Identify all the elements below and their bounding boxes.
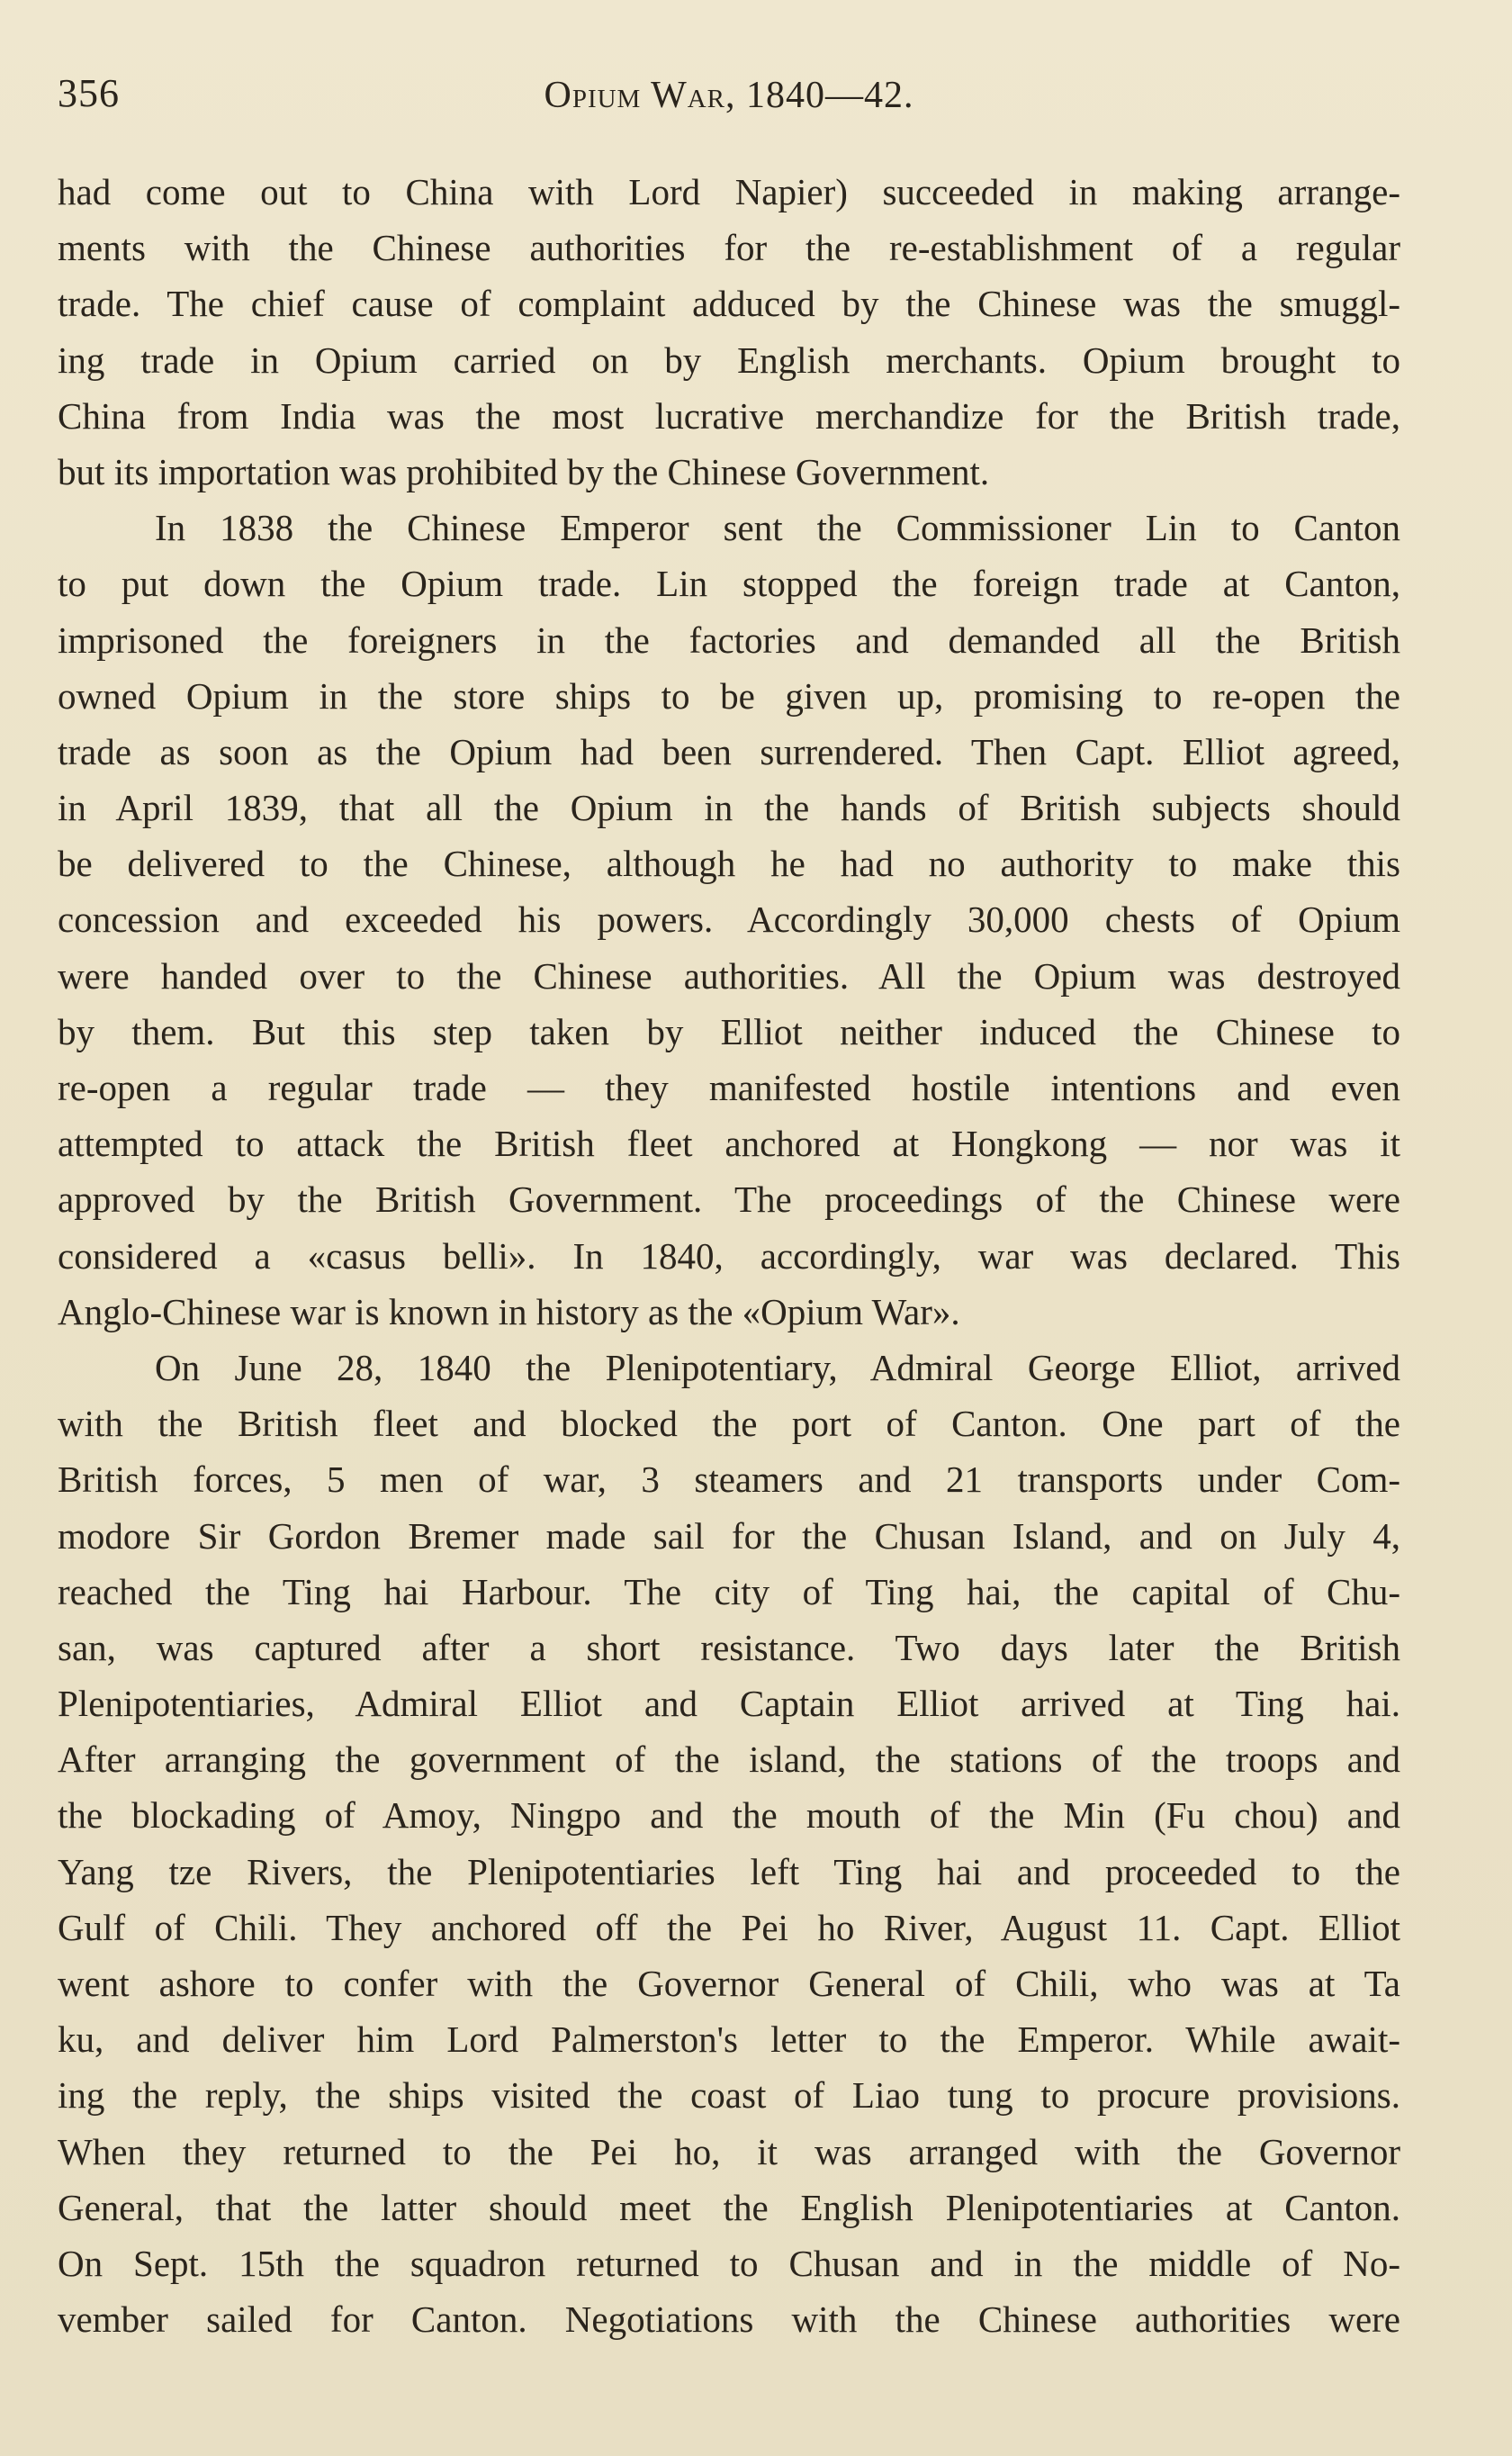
text-line: China from India was the most lucrative merchandize for the British trade, — [58, 394, 1400, 437]
text-line: reached the Ting hai Harbour. The city of Ting hai, the capital of Chu- — [58, 1570, 1400, 1612]
text-line: ments with the Chinese authorities for the re-establishment of a regular — [58, 227, 1400, 269]
running-title: Opium War, 1840—42. — [544, 75, 914, 116]
text-line: considered a «casus belli». In 1840, accordingly, war was declared. This — [58, 1234, 1400, 1277]
text-line: General, that the latter should meet the English Plenipotentiaries at Canton. — [58, 2186, 1400, 2228]
text-line: in April 1839, that all the Opium in the hands of British subjects should — [58, 787, 1400, 829]
text-line: were handed over to the Chinese authorities. All the Opium was destroyed — [58, 954, 1400, 997]
text-line: re-open a regular trade — they manifested hostile intentions and even — [58, 1067, 1400, 1108]
text-line: ku, and deliver him Lord Palmerston's letter to the Emperor. While await- — [58, 2018, 1400, 2061]
body-text — [58, 164, 1400, 2347]
text-line: British forces, 5 men of war, 3 steamers and 21 transports under Com- — [58, 1458, 1400, 1501]
text-line: ing trade in Opium carried on by English merchants. Opium brought to — [58, 339, 1400, 381]
text-line: be delivered to the Chinese, although he had no authority to make this — [58, 843, 1400, 885]
text-line: san, was captured after a short resistance. Two days later the British — [58, 1626, 1400, 1668]
text-line: went ashore to confer with the Governor General of Chili, who was at Ta — [58, 1963, 1400, 2004]
text-line: In 1838 the Chinese Emperor sent the Commissioner Lin to Canton — [155, 507, 1400, 549]
text-line: owned Opium in the store ships to be given up, promising to re-open the — [58, 674, 1400, 717]
text-line: by them. But this step taken by Elliot neither induced the Chinese to — [58, 1010, 1400, 1052]
text-line: concession and exceeded his powers. Accordingly 30,000 chests of Opium — [58, 898, 1400, 941]
text-line: had come out to China with Lord Napier) succeeded in making arrange- — [58, 171, 1400, 212]
text-line: modore Sir Gordon Bremer made sail for the Chusan Island, and on July 4, — [58, 1514, 1400, 1557]
text-line: trade. The chief cause of complaint adduced by the Chinese was the smuggl- — [58, 283, 1400, 325]
text-line: vember sailed for Canton. Negotiations with the Chinese authorities were — [58, 2298, 1400, 2341]
text-line: On June 28, 1840 the Plenipotentiary, Admiral George Elliot, arrived — [155, 1346, 1400, 1388]
text-line: Anglo-Chinese war is known in history as the «Opium War». — [58, 1290, 960, 1332]
text-line: After arranging the government of the island, the stations of the troops and — [58, 1738, 1400, 1781]
text-line: with the British fleet and blocked the port of Canton. One part of the — [58, 1403, 1400, 1445]
text-line: When they returned to the Pei ho, it was arranged with the Governor — [58, 2130, 1400, 2172]
text-line: the blockading of Amoy, Ningpo and the mouth of the Min (Fu chou) and — [58, 1794, 1400, 1837]
text-line: approved by the British Government. The proceedings of the Chinese were — [58, 1178, 1400, 1221]
text-line: Gulf of Chili. They anchored off the Pei ho River, August 11. Capt. Elliot — [58, 1906, 1400, 1948]
text-line: Yang tze Rivers, the Plenipotentiaries left Ting hai and proceeded to the — [58, 1850, 1400, 1892]
text-line: attempted to attack the British fleet anchored at Hongkong — nor was it — [58, 1123, 1400, 1165]
page-number: 356 — [58, 71, 120, 115]
text-line: Plenipotentiaries, Admiral Elliot and Captain Elliot arrived at Ting hai. — [58, 1683, 1400, 1725]
page-header — [58, 70, 1400, 124]
text-line: trade as soon as the Opium had been surrendered. Then Capt. Elliot agreed, — [58, 730, 1400, 772]
text-line: imprisoned the foreigners in the factories and demanded all the British — [58, 619, 1400, 661]
text-line: but its importation was prohibited by the Chinese Government. — [58, 450, 990, 492]
text-line: to put down the Opium trade. Lin stopped the foreign trade at Canton, — [58, 563, 1400, 605]
text-line: ing the reply, the ships visited the coast of Liao tung to procure provisions. — [58, 2074, 1400, 2117]
text-line: On Sept. 15th the squadron returned to Chusan and in the middle of No- — [58, 2242, 1400, 2284]
